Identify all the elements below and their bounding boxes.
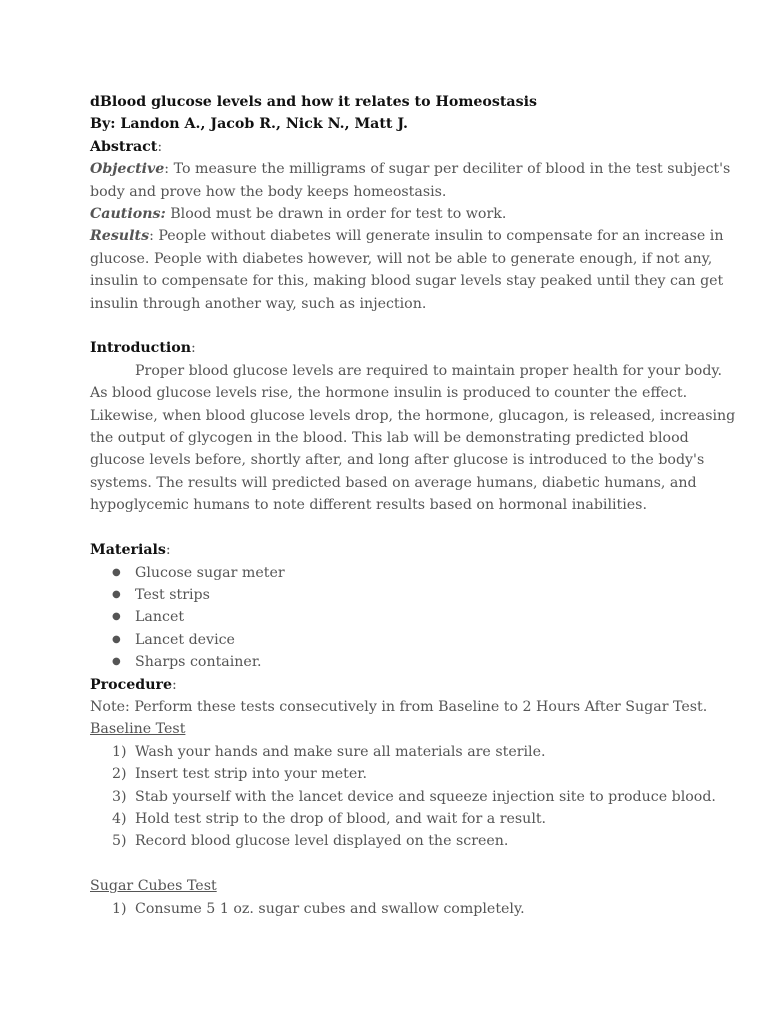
list-item-text: Test strips — [135, 586, 210, 603]
materials-list — [90, 562, 690, 674]
objective-text-1: : To measure the milligrams of sugar per deciliter of blood in the test subject's — [164, 161, 731, 178]
abstract-heading-line: Abstract: — [90, 138, 163, 155]
introduction-line-6: systems. The results will predicted based on average humans, diabetic humans, and — [90, 474, 697, 491]
results-line-2: glucose. People with diabetes however, will not be able to generate enough, if not any, — [90, 250, 713, 267]
baseline-steps-list — [90, 741, 716, 853]
list-item — [90, 898, 690, 920]
list-item-text: Lancet — [135, 609, 185, 626]
procedure-note: Note: Perform these tests consecutively in from Baseline to 2 Hours After Sugar Test. — [90, 698, 708, 715]
introduction-line-7: hypoglycemic humans to note different results based on hormonal inabilities. — [90, 497, 647, 514]
results-line-3: insulin to compensate for this, making blood sugar levels stay peaked until they can get — [90, 273, 724, 290]
step-text: Record blood glucose level displayed on the screen. — [135, 833, 509, 850]
results-line-1 — [90, 225, 724, 247]
document-page — [90, 91, 736, 920]
step-number: 2) — [112, 766, 127, 783]
step-number: 3) — [112, 788, 127, 805]
objective-line-1 — [90, 158, 731, 180]
introduction-line-5: glucose levels before, shortly after, and long after glucose is introduced to the body's — [90, 452, 705, 469]
list-item — [90, 562, 690, 584]
step-number: 4) — [112, 810, 127, 827]
step-number: 5) — [112, 833, 127, 850]
step-text: Insert test strip into your meter. — [135, 766, 367, 783]
cautions-label: Cautions: — [90, 206, 166, 223]
document-authors: By: Landon A., Jacob R., Nick N., Matt J. — [90, 116, 408, 133]
results-text-1: : People without diabetes will generate insulin to compensate for an increase in — [149, 228, 724, 245]
list-item — [90, 651, 690, 673]
materials-heading-line: Materials: — [90, 542, 171, 559]
introduction-line-1: Proper blood glucose levels are required to maintain proper health for your body. — [135, 362, 723, 379]
step-text: Stab yourself with the lancet device and squeeze injection site to produce blood. — [135, 788, 716, 805]
list-item — [90, 830, 690, 852]
list-item — [90, 808, 690, 830]
sugar-cubes-test-heading: Sugar Cubes Test — [90, 878, 217, 895]
list-item-text: Glucose sugar meter — [135, 564, 285, 581]
introduction-heading: Introduction — [90, 340, 192, 357]
list-item — [90, 741, 690, 763]
list-item — [90, 584, 690, 606]
procedure-heading: Procedure — [90, 676, 173, 693]
introduction-line-2: As blood glucose levels rise, the hormone insulin is produced to counter the effect. — [90, 385, 688, 402]
introduction-heading-line: Introduction: — [90, 340, 196, 357]
baseline-test-heading: Baseline Test — [90, 721, 186, 738]
introduction-line-3: Likewise, when blood glucose levels drop, the hormone, glucagon, is released, increasing — [90, 407, 736, 424]
bullet-icon: ● — [112, 566, 121, 578]
list-item — [90, 606, 690, 628]
spacer — [90, 853, 690, 875]
step-text: Wash your hands and make sure all materials are sterile. — [135, 743, 546, 760]
list-item-text: Sharps container. — [135, 654, 262, 671]
objective-label: Objective — [90, 161, 165, 178]
objective-line-2: body and prove how the body keeps homeostasis. — [90, 183, 447, 200]
procedure-heading-line: Procedure: — [90, 676, 177, 693]
results-line-4: insulin through another way, such as injection. — [90, 295, 427, 312]
step-number: 1) — [112, 900, 127, 917]
bullet-icon: ● — [112, 611, 121, 623]
list-item — [90, 629, 690, 651]
document-title: dBlood glucose levels and how it relates to Homeostasis — [90, 94, 537, 110]
list-item — [90, 786, 716, 808]
spacer — [90, 315, 690, 337]
cautions-text: Blood must be drawn in order for test to work. — [165, 206, 507, 223]
step-text: Consume 5 1 oz. sugar cubes and swallow completely. — [135, 900, 525, 917]
abstract-heading: Abstract — [90, 138, 158, 155]
sugar-cubes-steps-list — [90, 898, 690, 920]
materials-heading: Materials — [90, 542, 166, 559]
list-item-text: Lancet device — [135, 631, 235, 648]
spacer — [90, 517, 690, 539]
step-number: 1) — [112, 743, 127, 760]
introduction-line-4: the output of glycogen in the blood. This lab will be demonstrating predicted blood — [90, 430, 689, 447]
results-label: Results — [90, 228, 150, 245]
bullet-icon: ● — [112, 588, 121, 600]
list-item — [90, 763, 690, 785]
step-text: Hold test strip to the drop of blood, and wait for a result. — [135, 810, 547, 827]
cautions-line — [90, 203, 690, 225]
bullet-icon: ● — [112, 656, 121, 668]
bullet-icon: ● — [112, 633, 121, 645]
